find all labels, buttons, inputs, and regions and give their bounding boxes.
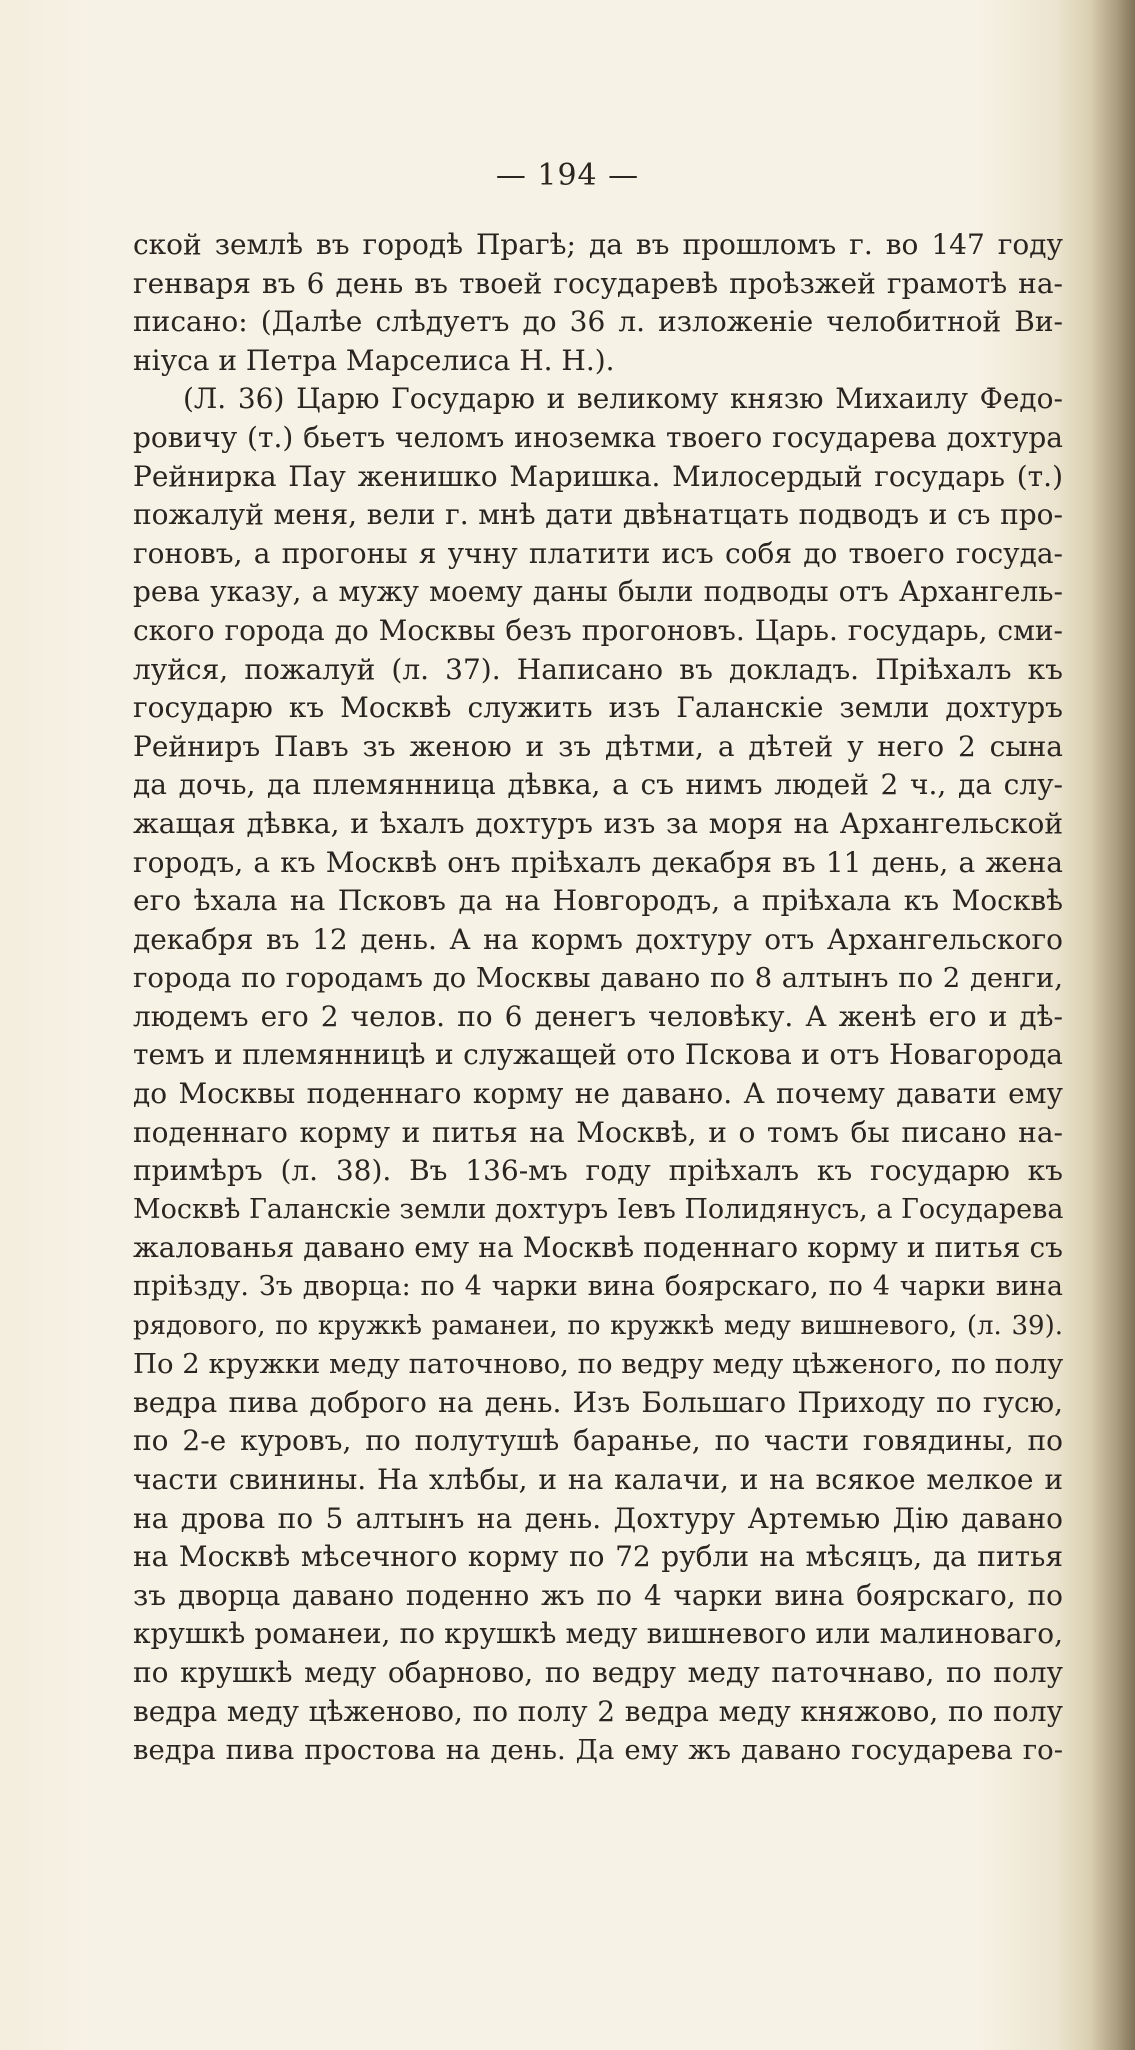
text-line: ведра меду цѣженово, по полу 2 ведра меду княжово, по полу bbox=[133, 1694, 1063, 1728]
text-line: рядового, по кружкѣ раманеи, по кружкѣ меду вишневого, (л. 39). bbox=[133, 1310, 1063, 1341]
text-line: писано: (Далѣе слѣдуетъ до 36 л. изложеніе челобитной Ви- bbox=[133, 305, 1063, 339]
text-line: По 2 кружки меду паточново, по ведру меду цѣженого, по полу bbox=[133, 1348, 1064, 1381]
text-line: части свинины. На хлѣбы, и на калачи, и на всякое мелкое и bbox=[133, 1463, 1063, 1496]
text-line: его ѣхала на Псковъ да на Новгородъ, а пріѣхала къ Москвѣ bbox=[133, 884, 1063, 918]
text-line: на дрова по 5 алтынъ на день. Дохтуру Артемью Дію давано bbox=[133, 1501, 1063, 1535]
text-line: по 2-е куровъ, по полутушѣ баранье, по части говядины, по bbox=[133, 1424, 1063, 1458]
text-line: рева указу, а мужу моему даны были подводы отъ Архангель- bbox=[133, 575, 1063, 609]
text-line: декабря въ 12 день. А на кормъ дохтуру отъ Архангельского bbox=[133, 922, 1063, 956]
text-line: ской землѣ въ городѣ Прагѣ; да въ прошломъ г. во 147 году bbox=[133, 228, 1063, 261]
text-line: государю къ Москвѣ служить изъ Галанскіе земли дохтуръ bbox=[133, 691, 1063, 725]
text-line: города по городамъ до Москвы давано по 8 алтынъ по 2 денги, bbox=[133, 962, 1063, 995]
text-line: Рейнирка Пау женишко Маришка. Милосердый государь (т.) bbox=[133, 459, 1063, 493]
page-edge-shadow bbox=[1090, 0, 1135, 2050]
text-line: (Л. 36) Царю Государю и великому князю Михаилу Федо- bbox=[183, 382, 1063, 416]
text-line: Москвѣ Галанскіе земли дохтуръ Іевъ Полидянусъ, а Государева bbox=[133, 1193, 1064, 1225]
text-line: ского города до Москвы безъ прогоновъ. Царь. государь, сми- bbox=[133, 613, 1063, 647]
text-line: гоновъ, а прогоны я учну платити исъ собя до твоего госуда- bbox=[133, 536, 1063, 570]
text-line: примѣръ (л. 38). Въ 136-мъ году пріѣхалъ къ государю къ bbox=[133, 1154, 1063, 1188]
text-line: генваря въ 6 день въ твоей государевѣ проѣзжей грамотѣ на- bbox=[133, 266, 1063, 300]
text-line: ровичу (т.) бьетъ челомъ иноземка твоего государева дохтура bbox=[133, 420, 1063, 454]
text-line: крушкѣ романеи, по крушкѣ меду вишневого или малиноваго, bbox=[133, 1617, 1063, 1651]
text-line: поденнаго корму и питья на Москвѣ, и о томъ бы писано на- bbox=[133, 1115, 1063, 1149]
text-line: зъ дворца давано поденно жъ по 4 чарки вина боярскаго, по bbox=[133, 1578, 1063, 1612]
text-line: ведра пива доброго на день. Изъ Большаго Приходу по гусю, bbox=[133, 1385, 1063, 1419]
text-line: Рейниръ Павъ зъ женою и зъ дѣтми, а дѣтей у него 2 сына bbox=[133, 729, 1063, 763]
text-line: пожалуй меня, вели г. мнѣ дати двѣнатцать подводъ и съ про- bbox=[133, 498, 1063, 532]
text-line: на Москвѣ мѣсечного корму по 72 рубли на мѣсяцъ, да питья bbox=[133, 1540, 1063, 1574]
text-line: людемъ его 2 челов. по 6 денегъ человѣку. А женѣ его и дѣ- bbox=[133, 999, 1063, 1033]
body-text bbox=[133, 226, 1063, 1770]
text-line: жалованья давано ему на Москвѣ поденнаго корму и питья съ bbox=[133, 1231, 1063, 1265]
text-line: ніуса и Петра Марселиса Н. Н.). bbox=[133, 343, 615, 377]
text-line: темъ и племянницѣ и служащей ото Пскова и отъ Новагорода bbox=[133, 1038, 1063, 1072]
text-line: по крушкѣ меду обарново, по ведру меду паточнаво, по полу bbox=[133, 1655, 1063, 1689]
text-line: жащая дѣвка, и ѣхалъ дохтуръ изъ за моря на Архангельской bbox=[133, 806, 1063, 840]
text-line: ведра пива простова на день. Да ему жъ давано государева го- bbox=[133, 1734, 1063, 1767]
page-number: — 194 — bbox=[495, 158, 640, 193]
text-line: луйся, пожалуй (л. 37). Написано въ докладъ. Пріѣхалъ къ bbox=[133, 652, 1063, 686]
text-line: до Москвы поденнаго корму не давано. А почему давати ему bbox=[133, 1077, 1063, 1111]
text-line: городъ, а къ Москвѣ онъ пріѣхалъ декабря въ 11 день, а жена bbox=[133, 845, 1063, 879]
text-line: пріѣзду. Зъ дворца: по 4 чарки вина боярскаго, по 4 чарки вина bbox=[133, 1271, 1063, 1303]
text-line: да дочь, да племянница дѣвка, а съ нимъ людей 2 ч., да слу- bbox=[133, 768, 1063, 802]
